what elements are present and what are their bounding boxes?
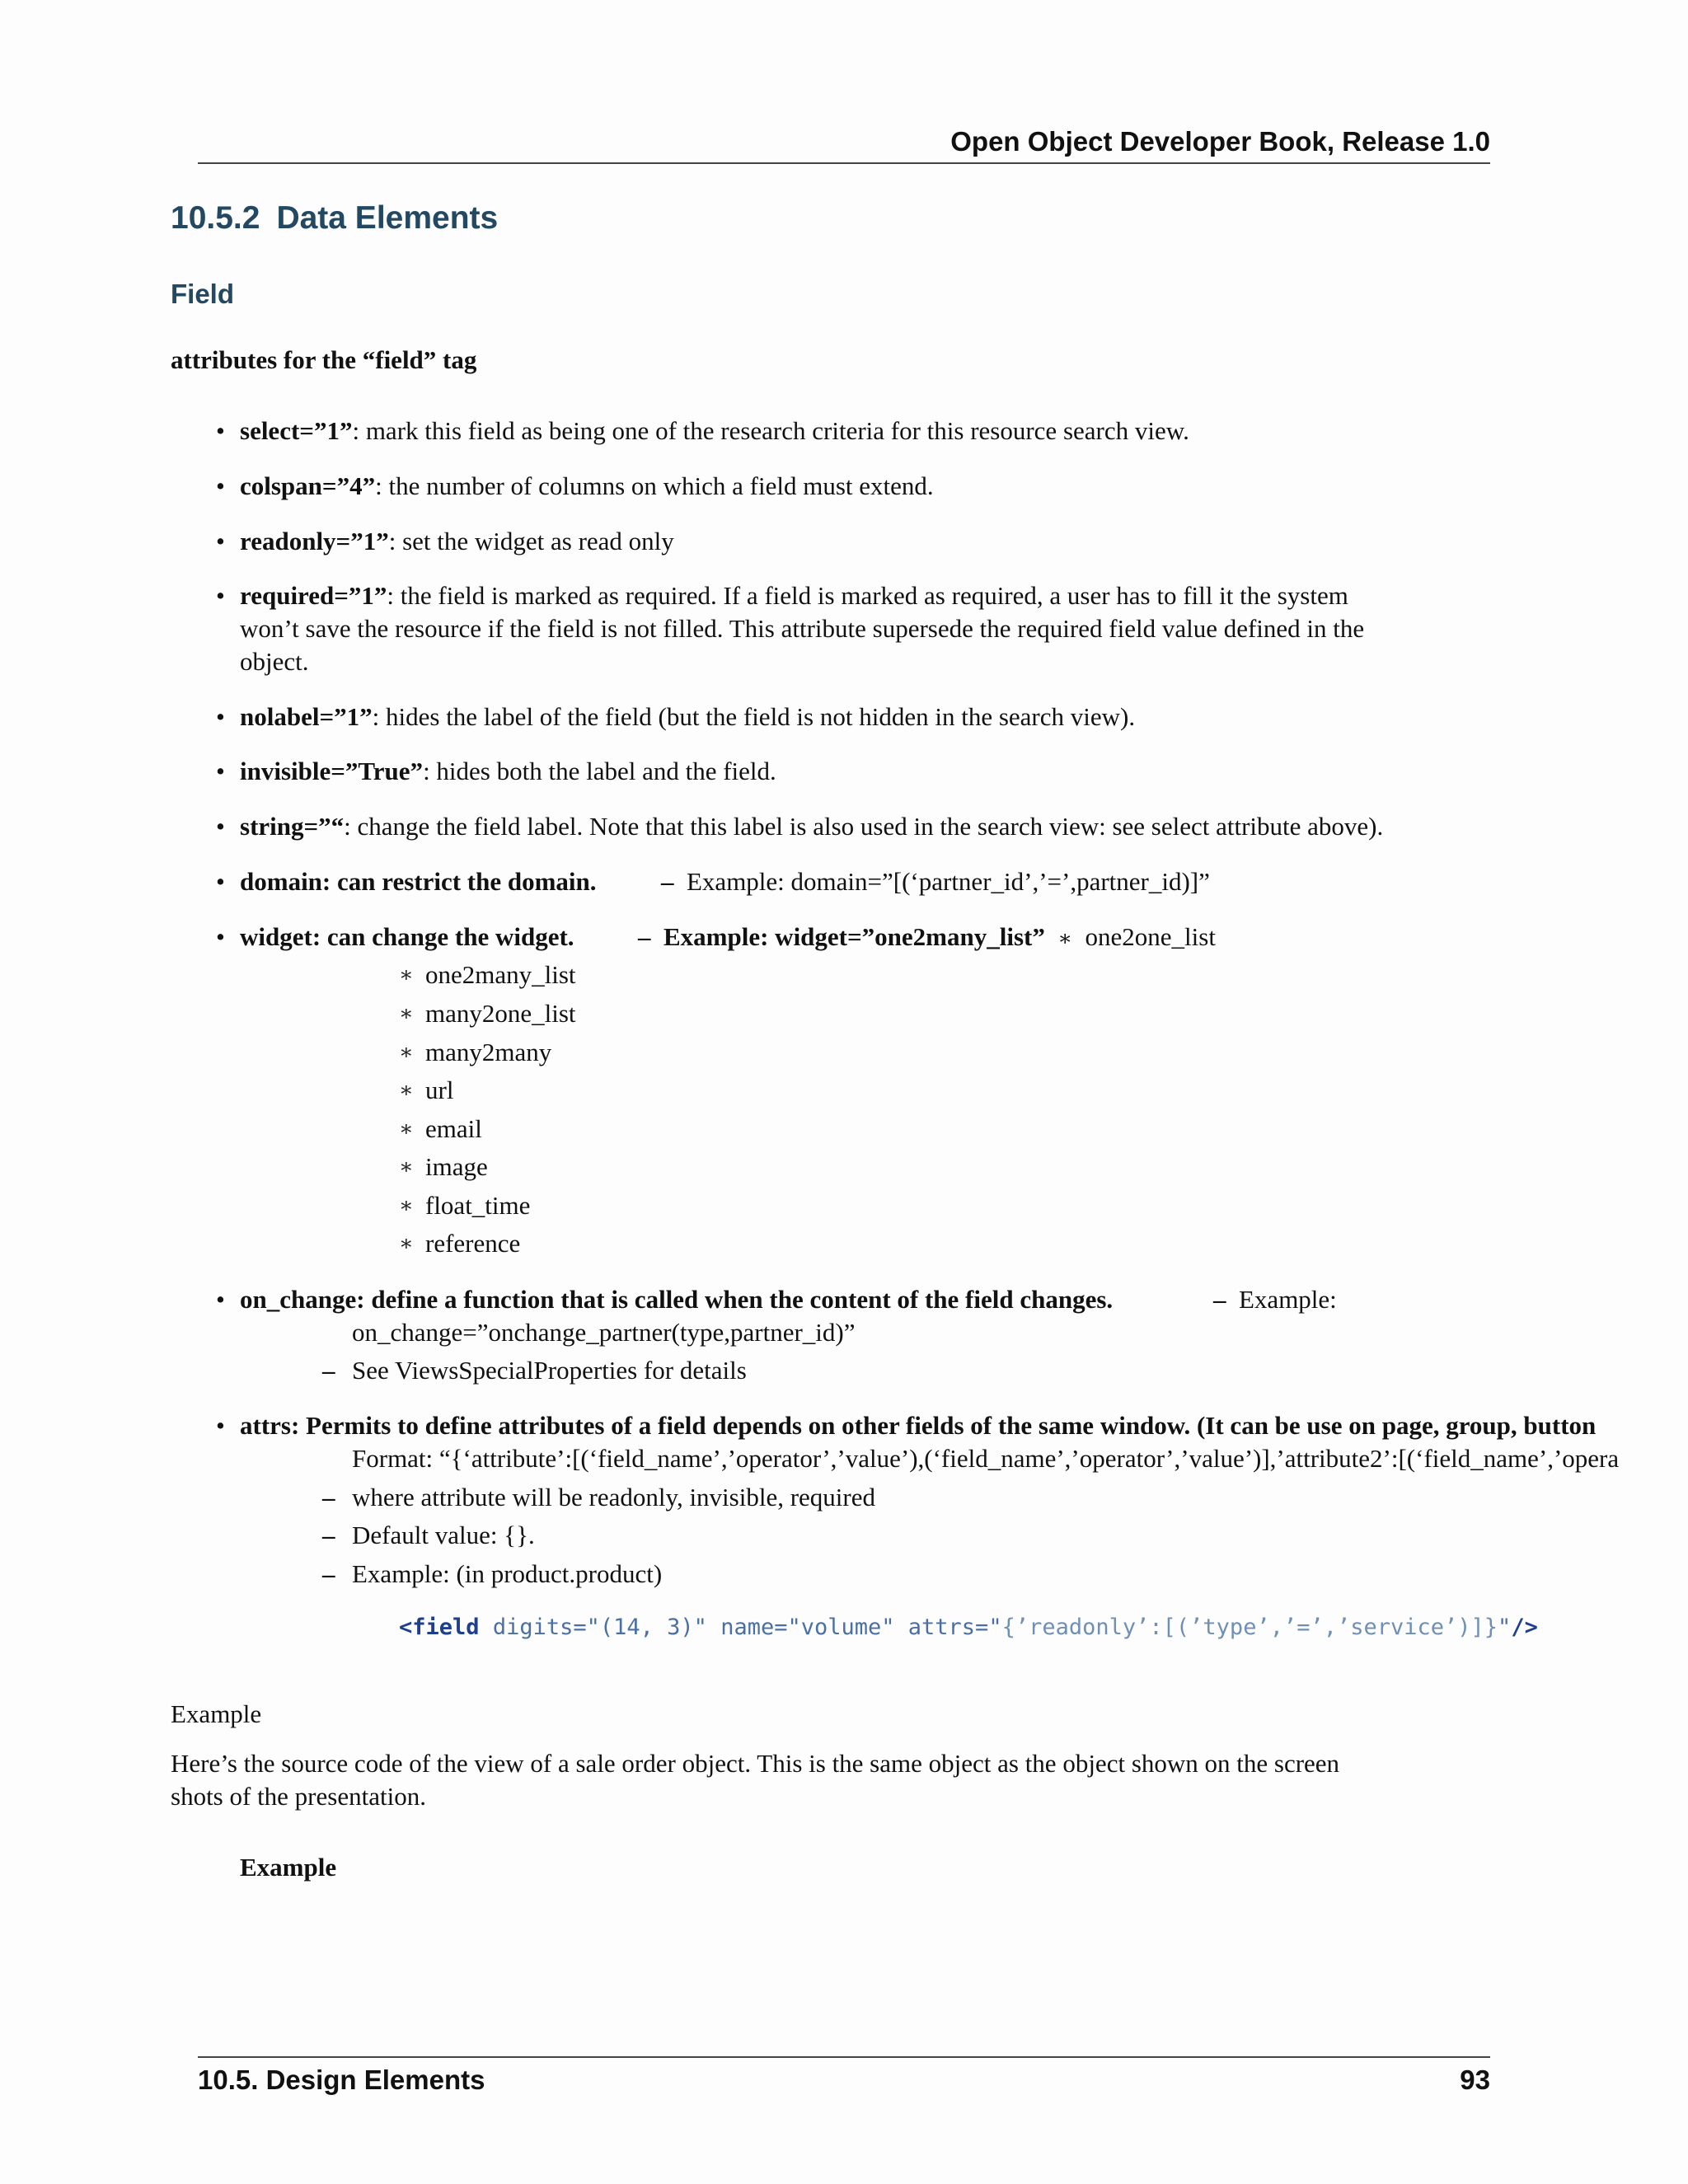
attr-term: string=”“: [240, 812, 345, 841]
bullet-icon: •: [216, 471, 225, 500]
list-item-readonly: [240, 525, 674, 558]
bullet-icon: •: [216, 416, 225, 445]
widget-option: reference: [425, 1229, 521, 1258]
attrs-subitem: Default value: {}.: [352, 1521, 535, 1549]
attr-term: invisible=”True”: [240, 757, 424, 785]
attr-term: widget: can change the widget.: [240, 922, 574, 951]
asterisk-icon: ∗: [399, 1155, 414, 1179]
list-item-select: [240, 415, 1189, 448]
attr-term: domain: can restrict the domain.: [240, 867, 597, 896]
list-item-required-line2: won’t save the resource if the field is not filled. This attribute supersede the required field value defined in the: [240, 614, 1365, 643]
body-paragraph-line2: shots of the presentation.: [171, 1782, 426, 1811]
widget-option: email: [425, 1114, 482, 1143]
bullet-icon: •: [216, 867, 225, 896]
footer-section: 10.5. Design Elements: [198, 2064, 485, 2095]
code-value: "(14, 3)": [586, 1615, 707, 1640]
list-item-domain: [240, 865, 597, 898]
asterisk-icon: ∗: [399, 1231, 414, 1255]
dash-icon: –: [322, 1356, 335, 1385]
domain-example-text: Example: domain=”[(‘partner_id’,’=’,partner_id)]”: [687, 867, 1210, 896]
list-item-string: [240, 810, 1383, 843]
bullet-icon: •: [216, 1285, 225, 1314]
list-item-colspan: [240, 470, 934, 503]
bullet-icon: •: [216, 922, 225, 951]
list-item-required-line3: object.: [240, 647, 309, 676]
attrs-subitem: where attribute will be readonly, invisible, required: [352, 1483, 876, 1511]
on-change-example-label: Example:: [1239, 1285, 1337, 1314]
domain-example: [661, 865, 1210, 898]
attr-desc: : hides the label of the field (but the field is not hidden in the search view).: [372, 702, 1136, 731]
widget-option: float_time: [425, 1191, 531, 1220]
code-value: ": [1498, 1615, 1512, 1640]
code-block: [399, 1615, 1538, 1640]
list-item-invisible: [240, 755, 776, 788]
dash-icon: –: [322, 1559, 335, 1588]
code-tag-open: <field: [399, 1615, 480, 1640]
attr-desc: : change the field label. Note that this label is also used in the search view: see select attribute above).: [344, 812, 1384, 841]
list-item-on-change: [240, 1283, 1113, 1316]
attr-term: attrs: Permits to define attributes of a field depends on other fields of the same window. (It can be use on page, group, button: [240, 1411, 1597, 1440]
field-subheading: Field: [171, 279, 235, 309]
widget-example-text: Example: widget=”one2many_list”: [663, 922, 1045, 951]
widget-option: one2many_list: [425, 960, 576, 989]
running-footer: [198, 2064, 1490, 2096]
bullet-icon: •: [216, 1411, 225, 1440]
body-paragraph-line1: Here’s the source code of the view of a sale order object. This is the same object as the object shown on the screen: [171, 1749, 1340, 1778]
list-item-nolabel: [240, 701, 1135, 733]
dash-icon: –: [661, 867, 674, 896]
dash-icon: –: [322, 1521, 335, 1549]
example-heading: Example: [240, 1853, 337, 1882]
dash-icon: –: [322, 1483, 335, 1511]
footer-rule: [198, 2056, 1490, 2058]
code-attr: digits=: [492, 1615, 587, 1640]
attrs-subitem: Example: (in product.product): [352, 1559, 663, 1588]
dash-icon: –: [638, 922, 651, 951]
attributes-rubric: attributes for the “field” tag: [171, 345, 477, 374]
code-tag-close: />: [1511, 1615, 1538, 1640]
example-label: Example: [171, 1699, 262, 1728]
section-heading: [171, 200, 498, 237]
widget-option: many2one_list: [425, 999, 576, 1028]
attr-desc: : the number of columns on which a field must extend.: [375, 471, 934, 500]
asterisk-icon: ∗: [399, 1040, 414, 1064]
list-item-attrs: [240, 1409, 1596, 1442]
header-rule: [198, 162, 1490, 164]
code-attr: attrs=: [907, 1615, 989, 1640]
bullet-icon: •: [216, 812, 225, 841]
bullet-icon: •: [216, 757, 225, 785]
attr-desc: : mark this field as being one of the research criteria for this resource search view.: [352, 416, 1189, 445]
code-value: "volume": [787, 1615, 895, 1640]
attr-desc: : set the widget as read only: [388, 527, 674, 555]
page-number: 93: [1460, 2064, 1490, 2095]
code-value: ": [988, 1615, 1002, 1640]
code-value: {’readonly’:[(’type’,’=’,’service’)]}: [1001, 1615, 1498, 1640]
widget-option: one2one_list: [1085, 922, 1216, 951]
asterisk-icon: ∗: [399, 1193, 414, 1217]
asterisk-icon: ∗: [399, 963, 414, 987]
attr-term: on_change: define a function that is called when the content of the field changes.: [240, 1285, 1114, 1314]
attr-term: nolabel=”1”: [240, 702, 373, 731]
section-number: 10.5.2: [171, 200, 260, 236]
list-item-required: [240, 579, 1348, 612]
attr-term: required=”1”: [240, 581, 387, 610]
widget-option: url: [425, 1076, 454, 1104]
section-title: Data Elements: [276, 200, 499, 236]
attr-term: readonly=”1”: [240, 527, 389, 555]
code-attr: name=: [720, 1615, 788, 1640]
asterisk-icon: ∗: [399, 1117, 414, 1141]
attr-desc: : the field is marked as required. If a field is marked as required, a user has to fill it the system: [387, 581, 1348, 610]
on-change-example-code: on_change=”onchange_partner(type,partner_id)”: [352, 1318, 856, 1347]
on-change-example: [1213, 1283, 1337, 1316]
attrs-format: Format: “{‘attribute’:[(‘field_name’,’operator’,’value’),(‘field_name’,’operator’,’value’)],’attribute2’:[(‘field_name’,’opera: [352, 1444, 1620, 1473]
running-header: Open Object Developer Book, Release 1.0: [950, 126, 1490, 157]
bullet-icon: •: [216, 527, 225, 555]
dash-icon: –: [1213, 1285, 1226, 1314]
attr-term: select=”1”: [240, 416, 353, 445]
asterisk-icon: ∗: [399, 1001, 414, 1025]
widget-option: many2many: [425, 1038, 552, 1066]
bullet-icon: •: [216, 702, 225, 731]
widget-example: [638, 921, 1216, 955]
on-change-see-also: See ViewsSpecialProperties for details: [352, 1356, 747, 1385]
bullet-icon: •: [216, 581, 225, 610]
attr-desc: : hides both the label and the field.: [423, 757, 776, 785]
asterisk-icon: ∗: [399, 1078, 414, 1102]
list-item-widget: [240, 921, 574, 954]
attr-term: colspan=”4”: [240, 471, 376, 500]
asterisk-icon: ∗: [1057, 926, 1073, 950]
widget-option: image: [425, 1152, 488, 1181]
